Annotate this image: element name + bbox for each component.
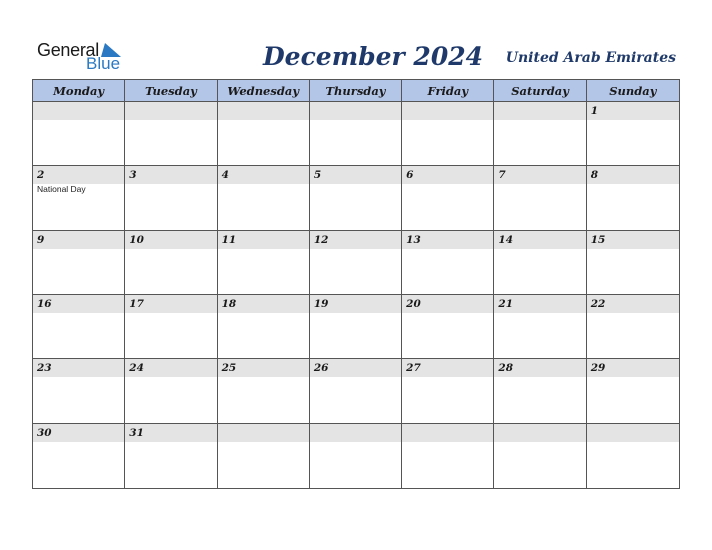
- day-number: 31: [129, 426, 144, 439]
- day-number: 28: [498, 362, 514, 375]
- day-cell-header-bar: [402, 166, 493, 184]
- country-name: United Arab Emirates: [505, 50, 676, 66]
- day-number: 17: [129, 298, 144, 310]
- day-cell-header-bar: [33, 295, 124, 313]
- day-cell-header-bar: [402, 231, 493, 249]
- day-cell: [402, 295, 494, 359]
- day-number: 1: [590, 105, 599, 117]
- day-number: 6: [406, 169, 414, 182]
- day-cell-header-bar: [587, 166, 679, 184]
- day-cell: [310, 166, 402, 230]
- day-cell-header-bar: [494, 102, 585, 120]
- day-cell: [125, 424, 217, 488]
- day-cell-header-bar: [587, 424, 679, 442]
- day-cell: [402, 359, 494, 423]
- day-cell: [587, 295, 679, 359]
- day-cell-header-bar: [310, 231, 401, 249]
- day-cell-header-bar: [587, 102, 679, 120]
- day-cell: [33, 231, 125, 295]
- day-cell-header-bar: [125, 359, 216, 377]
- day-number: 23: [37, 362, 52, 375]
- day-number: 16: [37, 298, 52, 310]
- day-cell-header-bar: [218, 359, 309, 377]
- day-number: 14: [498, 233, 514, 246]
- empty-day-cell: [218, 102, 310, 166]
- day-number: 21: [498, 298, 514, 310]
- day-number: 29: [590, 362, 606, 375]
- day-cell-header-bar: [33, 359, 124, 377]
- day-cell: [125, 295, 217, 359]
- empty-day-cell: [310, 424, 402, 488]
- day-cell: [310, 231, 402, 295]
- logo-text-general: General: [37, 40, 99, 60]
- day-number: 10: [129, 233, 144, 246]
- empty-day-cell: [587, 424, 679, 488]
- empty-day-cell: [402, 424, 494, 488]
- day-cell: [494, 295, 586, 359]
- day-cell: [218, 295, 310, 359]
- day-cell: [402, 231, 494, 295]
- day-number: 24: [129, 362, 144, 375]
- day-cell-header-bar: [494, 359, 585, 377]
- day-cell-header-bar: [402, 102, 493, 120]
- day-cell-header-bar: [402, 295, 493, 313]
- day-cell-header-bar: [587, 359, 679, 377]
- empty-day-cell: [125, 102, 217, 166]
- day-number: 9: [37, 233, 45, 246]
- day-cell-header-bar: [125, 231, 216, 249]
- day-cell-header-bar: [310, 359, 401, 377]
- day-number: 11: [221, 233, 237, 246]
- day-cell-header-bar: [587, 231, 679, 249]
- day-cell-header-bar: [33, 424, 124, 442]
- page-title: December 2024: [263, 42, 484, 71]
- day-cell-header-bar: [33, 231, 124, 249]
- day-cell: [218, 359, 310, 423]
- day-cell: [587, 102, 679, 166]
- day-number: 18: [221, 298, 237, 310]
- day-cell-header-bar: [587, 295, 679, 313]
- day-number: 30: [37, 426, 52, 439]
- day-cell: [33, 295, 125, 359]
- generalblue-logo: [37, 39, 127, 75]
- day-number: 15: [590, 233, 606, 246]
- day-cell: [310, 295, 402, 359]
- weekday-header: Tuesday: [125, 80, 217, 102]
- day-cell-header-bar: [125, 424, 216, 442]
- weekday-header: Friday: [402, 80, 494, 102]
- day-cell-header-bar: [33, 166, 124, 184]
- holiday-label: National Day: [37, 184, 86, 195]
- day-number: 26: [313, 362, 329, 375]
- day-number: 2: [37, 169, 45, 182]
- day-cell-header-bar: [125, 166, 216, 184]
- day-cell-header-bar: [125, 295, 216, 313]
- weekday-header: Sunday: [587, 80, 679, 102]
- day-cell: [125, 359, 217, 423]
- day-cell: [33, 359, 125, 423]
- day-cell-header-bar: [494, 295, 585, 313]
- calendar-grid: [32, 79, 680, 489]
- day-number: 7: [498, 169, 506, 182]
- day-cell: [218, 231, 310, 295]
- day-cell-header-bar: [33, 102, 124, 120]
- day-cell: [33, 166, 125, 230]
- day-cell-header-bar: [218, 424, 309, 442]
- empty-day-cell: [494, 424, 586, 488]
- day-number: 27: [406, 362, 421, 375]
- day-cell-header-bar: [218, 295, 309, 313]
- day-cell-header-bar: [310, 295, 401, 313]
- weekday-header: Thursday: [310, 80, 402, 102]
- logo-text-blue: Blue: [86, 54, 121, 73]
- day-cell: [494, 231, 586, 295]
- day-cell: [494, 166, 586, 230]
- day-cell-header-bar: [218, 166, 309, 184]
- day-number: 22: [590, 298, 606, 310]
- day-cell-header-bar: [494, 231, 585, 249]
- empty-day-cell: [402, 102, 494, 166]
- day-number: 25: [221, 362, 237, 375]
- empty-day-cell: [310, 102, 402, 166]
- empty-day-cell: [494, 102, 586, 166]
- day-number: 12: [313, 233, 329, 246]
- day-cell: [33, 424, 125, 488]
- day-cell-header-bar: [218, 102, 309, 120]
- day-cell: [587, 166, 679, 230]
- day-cell-header-bar: [218, 231, 309, 249]
- day-cell-header-bar: [494, 166, 585, 184]
- weekday-header: Saturday: [494, 80, 586, 102]
- day-number: 3: [129, 169, 137, 182]
- day-cell-header-bar: [310, 424, 401, 442]
- empty-day-cell: [33, 102, 125, 166]
- day-number: 8: [590, 169, 599, 182]
- day-cell-header-bar: [402, 424, 493, 442]
- day-number: 13: [406, 233, 421, 246]
- empty-day-cell: [218, 424, 310, 488]
- day-cell: [125, 166, 217, 230]
- day-number: 5: [313, 169, 322, 182]
- day-cell: [587, 231, 679, 295]
- day-cell: [125, 231, 217, 295]
- day-cell-header-bar: [125, 102, 216, 120]
- day-cell: [587, 359, 679, 423]
- day-cell: [402, 166, 494, 230]
- day-cell-header-bar: [310, 166, 401, 184]
- day-cell: [218, 166, 310, 230]
- day-cell: [494, 359, 586, 423]
- day-number: 20: [406, 298, 421, 310]
- weekday-header: Wednesday: [218, 80, 310, 102]
- day-cell: [310, 359, 402, 423]
- day-number: 4: [221, 169, 229, 182]
- day-cell-header-bar: [310, 102, 401, 120]
- day-cell-header-bar: [494, 424, 585, 442]
- day-cell-header-bar: [402, 359, 493, 377]
- weekday-header: Monday: [33, 80, 125, 102]
- day-number: 19: [313, 298, 329, 310]
